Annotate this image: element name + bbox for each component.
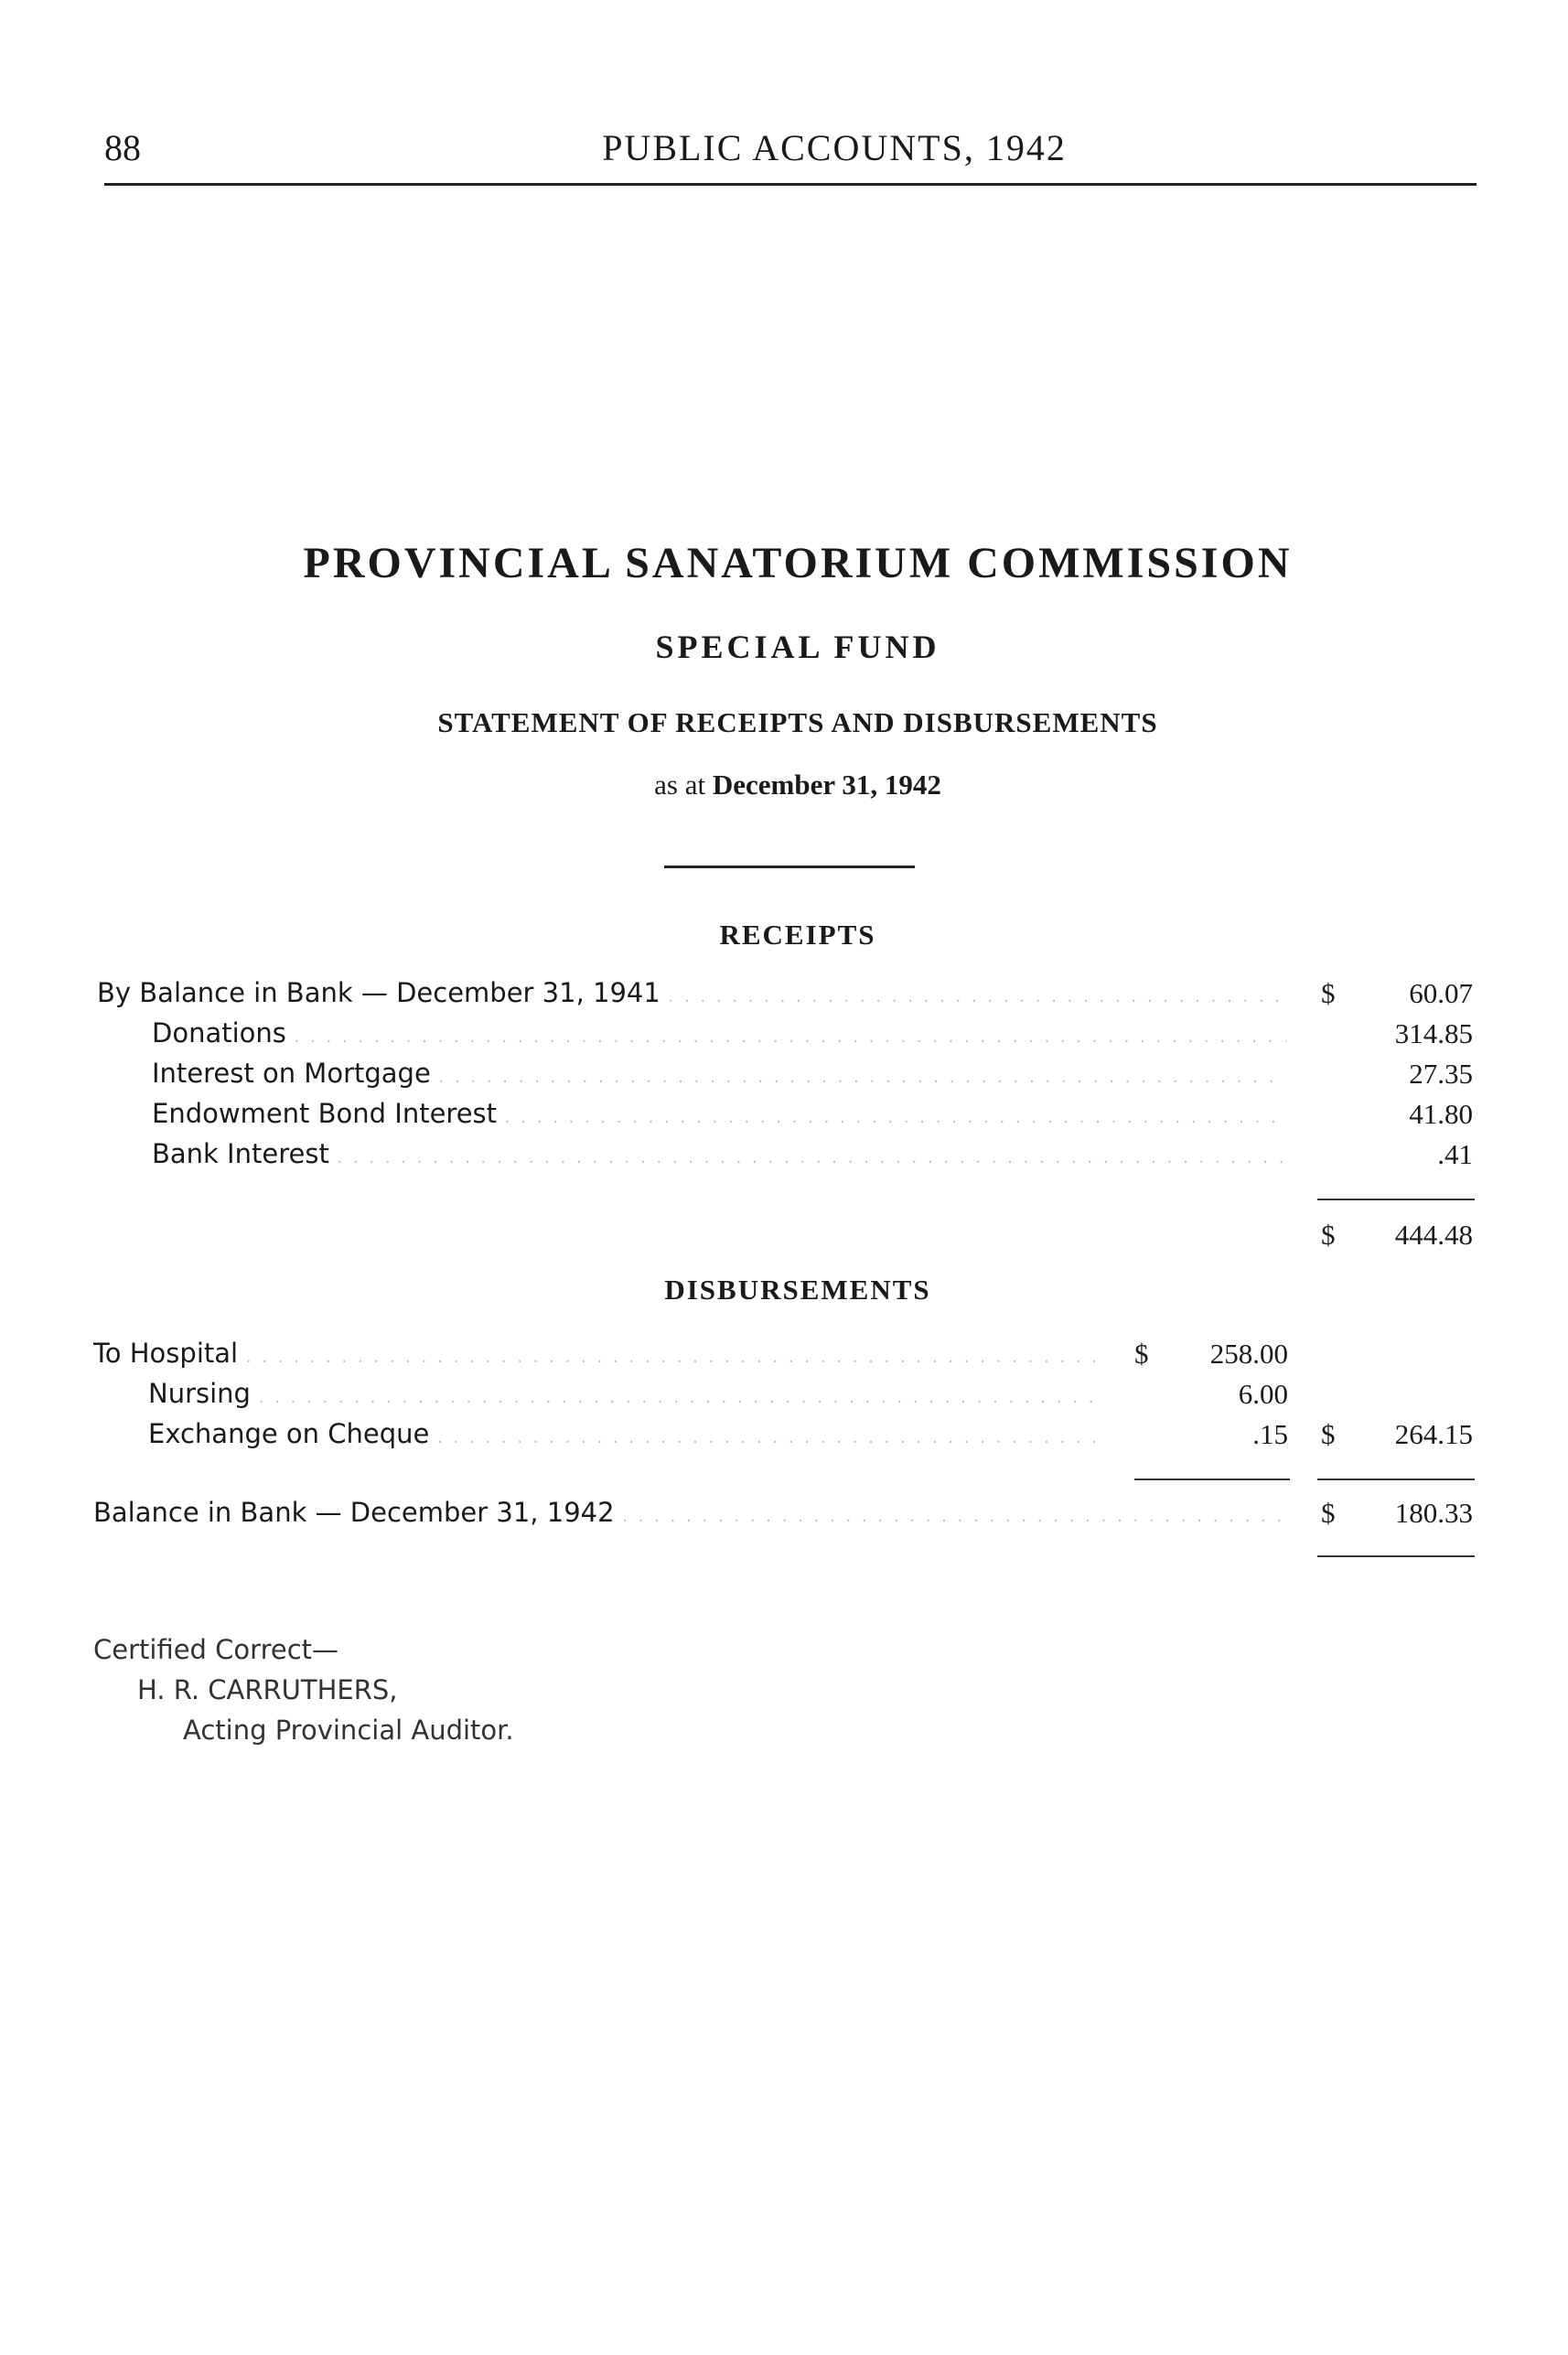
currency-symbol: $ [1321,1497,1336,1529]
receipt-label: By Balance in Bank — December 31, 1941 . . . [97,977,1286,1017]
disbursements-total-rule [1317,1479,1475,1480]
auditor-name: H. R. CARRUTHERS, [137,1674,398,1705]
receipt-label: Endowment Bond Interest . . . [152,1098,1286,1138]
auditor-title: Acting Provincial Auditor. [183,1715,514,1746]
statement-date [0,769,1568,801]
disbursements-heading: DISBURSEMENTS [664,1274,931,1306]
page-number: 88 [104,127,141,168]
closing-balance-amount: 180.33 [1394,1497,1473,1529]
closing-balance-row [0,1497,1568,1537]
receipt-label: Interest on Mortgage . . . [152,1058,1286,1098]
disbursement-label: To Hospital . . . [93,1338,1100,1378]
disbursement-row [0,1378,1568,1418]
currency-symbol: $ [1134,1338,1149,1370]
running-title: PUBLIC ACCOUNTS, 1942 [602,127,1067,168]
disbursement-amount: 258.00 [1209,1338,1288,1370]
receipt-row [0,1098,1568,1138]
receipt-amount: 60.07 [1409,977,1473,1009]
receipt-row [0,1058,1568,1098]
document-title: PROVINCIAL SANATORIUM COMMISSION [303,539,1293,587]
disbursement-row [0,1418,1568,1458]
receipt-label: Bank Interest . . . [152,1138,1286,1178]
currency-symbol: $ [1321,1418,1336,1450]
receipts-total-row [0,1219,1568,1259]
statement-date-value: December 31, 1942 [712,769,941,801]
receipt-row [0,1017,1568,1058]
disbursement-row [0,1338,1568,1378]
receipts-total-rule [1317,1199,1475,1200]
receipts-heading: RECEIPTS [719,919,876,951]
certification-line: Certified Correct— [93,1634,339,1665]
document-subtitle: SPECIAL FUND [655,629,940,665]
disbursements-subtotal-rule [1134,1479,1290,1480]
statement-date-prefix: as at [654,769,706,801]
disbursement-label: Nursing . . . [148,1378,1100,1418]
currency-symbol: $ [1321,977,1336,1009]
closing-balance-label: Balance in Bank — December 31, 1942 . . . [93,1497,1286,1537]
receipt-row [0,977,1568,1017]
receipt-row [0,1138,1568,1178]
receipts-total: 444.48 [1394,1219,1473,1251]
receipt-amount: 314.85 [1394,1017,1473,1049]
receipt-amount: .41 [1437,1138,1473,1170]
receipt-amount: 27.35 [1409,1058,1473,1090]
closing-balance-rule [1317,1555,1475,1557]
title-divider [664,866,915,868]
header-rule [104,183,1477,186]
receipt-amount: 41.80 [1409,1098,1473,1130]
disbursement-amount: 6.00 [1238,1378,1288,1410]
receipt-label: Donations . . . [152,1017,1286,1058]
disbursements-total: 264.15 [1394,1418,1473,1450]
currency-symbol: $ [1321,1219,1336,1251]
disbursement-label: Exchange on Cheque . . . [148,1418,1100,1458]
statement-title: STATEMENT OF RECEIPTS AND DISBURSEMENTS [437,706,1158,738]
disbursement-amount: .15 [1252,1418,1288,1450]
